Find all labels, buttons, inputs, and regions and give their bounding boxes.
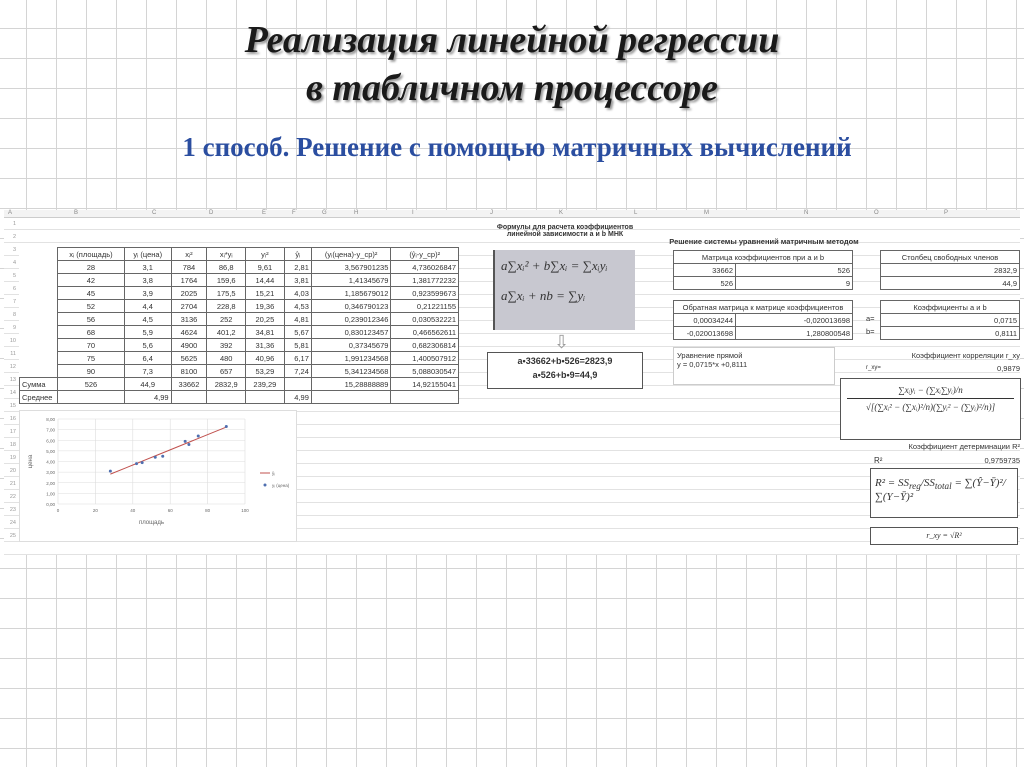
correlation-value[interactable]: 0,9879: [997, 364, 1020, 373]
x-tick-label: 80: [205, 508, 211, 513]
table-cell[interactable]: 1,400507912: [391, 352, 459, 365]
table-cell[interactable]: 657: [207, 365, 246, 378]
row-number[interactable]: 12: [9, 364, 16, 370]
row-number[interactable]: 11: [10, 351, 16, 357]
row-label: [20, 365, 58, 378]
mnk-formula-box: [493, 250, 635, 330]
column-header[interactable]: A: [8, 210, 13, 216]
cell[interactable]: 0,00034244: [674, 314, 736, 327]
table-cell[interactable]: 0,239012346: [311, 313, 391, 326]
table-cell[interactable]: 86,8: [207, 261, 246, 274]
table-row: [20, 261, 459, 274]
system-eq2: a•526+b•9=44,9: [532, 370, 598, 380]
determination-label: R²: [874, 456, 883, 465]
b-label: b=: [866, 327, 875, 336]
column-header[interactable]: M: [704, 210, 709, 216]
table-cell[interactable]: 33662: [171, 378, 207, 391]
free-terms-title: Столбец свободных членов: [881, 251, 1020, 264]
coef-matrix-title: Матрица коэффициентов при a и b: [674, 251, 853, 264]
table-cell[interactable]: 0,37345679: [311, 339, 391, 352]
table-cell[interactable]: (yᵢ(цена)-y_ср)²: [311, 248, 391, 261]
table-cell[interactable]: 5,81: [284, 339, 311, 352]
row-label: [20, 313, 58, 326]
table-cell[interactable]: 19,36: [246, 300, 285, 313]
table-cell[interactable]: 7,3: [124, 365, 171, 378]
column-header[interactable]: D: [209, 210, 214, 216]
table-cell[interactable]: yᵢ²: [246, 248, 285, 261]
row-number[interactable]: 25: [9, 533, 16, 539]
a-label: a=: [866, 314, 875, 323]
x-tick-label: 0: [56, 508, 60, 513]
x-tick-label: 40: [130, 508, 136, 513]
table-cell[interactable]: 14,44: [246, 274, 285, 287]
table-cell[interactable]: 5,088030547: [391, 365, 459, 378]
free-terms-table: [880, 250, 1020, 290]
row-label: [20, 274, 58, 287]
table-row: [20, 300, 459, 313]
table-cell[interactable]: 3,81: [284, 274, 311, 287]
slide-title-line1: Реализация линейной регрессии: [244, 19, 780, 61]
formulas-title: Формулы для расчета коэффициентов линейной зависимости a и b МНК: [496, 224, 634, 238]
table-cell[interactable]: 252: [207, 313, 246, 326]
row-label: [20, 248, 58, 261]
table-cell[interactable]: 40,96: [246, 352, 285, 365]
column-header[interactable]: H: [354, 210, 359, 216]
row-number[interactable]: 1: [12, 221, 16, 227]
table-cell[interactable]: 5,9: [124, 326, 171, 339]
table-cell[interactable]: 5,67: [284, 326, 311, 339]
row-number[interactable]: 10: [9, 338, 16, 344]
column-header[interactable]: F: [292, 210, 296, 216]
cell[interactable]: 33662: [674, 264, 736, 277]
table-row: [20, 313, 459, 326]
table-cell[interactable]: 0,923599673: [391, 287, 459, 300]
row-number[interactable]: 4: [12, 260, 16, 266]
table-cell[interactable]: xᵢ²: [171, 248, 207, 261]
matrix-method-title: Решение системы уравнений матричным методом: [669, 237, 859, 246]
x-tick-label: 100: [241, 508, 249, 513]
y-tick-label: 3,00: [46, 470, 55, 476]
table-cell[interactable]: 526: [58, 378, 125, 391]
a-value[interactable]: 0,0715: [881, 314, 1020, 327]
table-cell[interactable]: 0,466562611: [391, 326, 459, 339]
determination-value[interactable]: 0,9759735: [984, 456, 1020, 465]
row-number[interactable]: 15: [9, 403, 16, 409]
column-headers: [4, 210, 1020, 218]
data-point: [154, 456, 157, 459]
column-header[interactable]: G: [322, 210, 327, 216]
table-cell[interactable]: 1,381772232: [391, 274, 459, 287]
row-number[interactable]: 5: [12, 273, 16, 279]
x-axis-label: площадь: [138, 520, 165, 526]
table-cell[interactable]: 4900: [171, 339, 207, 352]
row-numbers: [4, 218, 16, 543]
column-header[interactable]: K: [559, 210, 564, 216]
table-cell[interactable]: 5,341234568: [311, 365, 391, 378]
table-cell[interactable]: 44,9: [124, 378, 171, 391]
data-point: [225, 425, 228, 428]
legend-fit: ŷᵢ: [272, 471, 275, 476]
table-cell[interactable]: 14,92155041: [391, 378, 459, 391]
table-cell[interactable]: 7,24: [284, 365, 311, 378]
table-row: [20, 287, 459, 300]
y-tick-label: 8,00: [46, 417, 55, 422]
line-equation: y = 0,0715*x +0,8111: [677, 360, 748, 369]
table-cell[interactable]: 75: [58, 352, 125, 365]
y-tick-label: 1,00: [46, 491, 55, 497]
ab-table: [880, 300, 1020, 340]
correlation-label: r_xy=: [866, 365, 881, 371]
table-cell[interactable]: 392: [207, 339, 246, 352]
cell[interactable]: 9: [736, 277, 853, 290]
table-cell[interactable]: 31,36: [246, 339, 285, 352]
table-cell[interactable]: [246, 391, 285, 404]
table-row: [20, 326, 459, 339]
table-cell[interactable]: 401,2: [207, 326, 246, 339]
table-cell[interactable]: 28: [58, 261, 125, 274]
row-number[interactable]: 3: [12, 247, 16, 253]
table-cell[interactable]: 4,03: [284, 287, 311, 300]
y-tick-label: 5,00: [46, 448, 55, 454]
table-cell[interactable]: xᵢ (площадь): [58, 248, 125, 261]
table-cell[interactable]: 4,4: [124, 300, 171, 313]
cell[interactable]: -0,020013698: [736, 314, 853, 327]
data-point: [161, 455, 164, 458]
table-cell[interactable]: xᵢ*yᵢ: [207, 248, 246, 261]
column-header[interactable]: C: [152, 210, 157, 216]
table-cell[interactable]: 159,6: [207, 274, 246, 287]
slide-subtitle: 1 способ. Решение с помощью матричных вычислений: [182, 132, 852, 162]
table-cell[interactable]: 4,736026847: [391, 261, 459, 274]
column-header[interactable]: L: [634, 210, 638, 216]
cell[interactable]: 526: [736, 264, 853, 277]
table-cell[interactable]: 1,41345679: [311, 274, 391, 287]
table-cell[interactable]: 15,28888889: [311, 378, 391, 391]
table-cell[interactable]: 239,29: [246, 378, 285, 391]
table-row: [20, 378, 459, 391]
table-cell[interactable]: 0,030532221: [391, 313, 459, 326]
line-equation-box: [673, 347, 835, 385]
table-cell[interactable]: 52: [58, 300, 125, 313]
table-cell[interactable]: 4,99: [124, 391, 171, 404]
x-tick-label: 20: [92, 508, 98, 513]
cell[interactable]: 1,280800548: [736, 327, 853, 340]
row-number[interactable]: 6: [12, 286, 16, 292]
table-row: [20, 365, 459, 378]
row-number[interactable]: 22: [9, 494, 16, 500]
column-header[interactable]: N: [804, 210, 809, 216]
table-cell[interactable]: 3,8: [124, 274, 171, 287]
table-cell[interactable]: yᵢ (цена): [124, 248, 171, 261]
table-row: [20, 352, 459, 365]
table-cell[interactable]: [171, 391, 207, 404]
row-number[interactable]: 23: [9, 507, 16, 513]
slide-title-line2: в табличном процессоре: [305, 67, 719, 109]
table-cell[interactable]: 0,682306814: [391, 339, 459, 352]
table-cell[interactable]: 4624: [171, 326, 207, 339]
row-label: Среднее: [20, 391, 58, 404]
table-cell[interactable]: 228,8: [207, 300, 246, 313]
y-tick-label: 0,00: [46, 502, 55, 507]
row-number[interactable]: 17: [9, 429, 16, 435]
column-header[interactable]: B: [74, 210, 79, 216]
inverse-matrix-table: [673, 300, 853, 340]
formula-eq1: a∑xᵢ² + b∑xᵢ = ∑xᵢyᵢ: [501, 258, 608, 273]
table-cell[interactable]: [207, 391, 246, 404]
cell[interactable]: 2832,9: [881, 264, 1020, 277]
table-cell[interactable]: 5625: [171, 352, 207, 365]
row-number[interactable]: 16: [9, 416, 16, 422]
row-number[interactable]: 2: [12, 234, 16, 240]
row-label: Сумма: [20, 378, 58, 391]
row-label: [20, 326, 58, 339]
table-cell[interactable]: 2704: [171, 300, 207, 313]
row-label: [20, 287, 58, 300]
table-cell[interactable]: 4,81: [284, 313, 311, 326]
column-header[interactable]: E: [262, 210, 267, 216]
row-label: [20, 300, 58, 313]
row-number[interactable]: 9: [12, 325, 16, 331]
table-cell[interactable]: 1,185679012: [311, 287, 391, 300]
table-cell[interactable]: 45: [58, 287, 125, 300]
spreadsheet-screenshot: [4, 210, 1020, 555]
cell[interactable]: 526: [674, 277, 736, 290]
row-number[interactable]: 24: [9, 520, 16, 526]
y-tick-label: 6,00: [46, 438, 55, 444]
data-point: [135, 462, 138, 465]
table-cell[interactable]: 15,21: [246, 287, 285, 300]
table-cell[interactable]: 70: [58, 339, 125, 352]
formula-eq2: a∑xᵢ + nb = ∑yᵢ: [501, 288, 586, 303]
table-row: [20, 274, 459, 287]
table-cell[interactable]: [58, 391, 125, 404]
correlation-title: Коэффициент корреляции r_xy: [911, 351, 1020, 360]
table-cell[interactable]: ŷᵢ: [284, 248, 311, 261]
row-number[interactable]: 19: [9, 455, 16, 461]
column-header[interactable]: I: [412, 210, 414, 216]
table-cell[interactable]: [391, 391, 459, 404]
row-label: [20, 339, 58, 352]
row-number[interactable]: 8: [12, 312, 16, 318]
table-cell[interactable]: 480: [207, 352, 246, 365]
data-point: [109, 470, 112, 473]
y-axis-label: цена: [28, 454, 34, 469]
column-header[interactable]: J: [490, 210, 493, 216]
determination-formula: $R^2 = SS_{reg}/SS_{total}$ = ∑(Ŷ−Ȳ)²/∑(Y−Ȳ)²: [870, 468, 1018, 518]
line-equation-title: Уравнение прямой: [677, 351, 743, 360]
b-value[interactable]: 0,8111: [881, 327, 1020, 340]
legend-points: yᵢ (цена): [272, 483, 290, 488]
table-cell[interactable]: 6,4: [124, 352, 171, 365]
table-row: [20, 391, 459, 404]
determination-title: Коэффициент детерминации R²: [908, 442, 1020, 451]
cell[interactable]: -0,020013698: [674, 327, 736, 340]
data-point: [184, 440, 187, 443]
table-cell[interactable]: 784: [171, 261, 207, 274]
y-tick-label: 2,00: [46, 480, 55, 486]
table-cell[interactable]: 0,346790123: [311, 300, 391, 313]
table-cell[interactable]: 0,830123457: [311, 326, 391, 339]
row-number[interactable]: 20: [9, 468, 16, 474]
table-cell[interactable]: 6,17: [284, 352, 311, 365]
table-cell[interactable]: 5,6: [124, 339, 171, 352]
table-cell[interactable]: (ŷᵢ-y_ср)²: [391, 248, 459, 261]
correlation-formula: ∑xᵢyᵢ − (∑xᵢ∑yᵢ)/n √[(∑xᵢ² − (∑xᵢ)²/n)(∑yᵢ² − (∑yᵢ)²/n)]: [840, 378, 1021, 440]
table-cell[interactable]: [284, 378, 311, 391]
table-cell[interactable]: 34,81: [246, 326, 285, 339]
regression-chart: [19, 410, 297, 542]
table-cell[interactable]: 4,53: [284, 300, 311, 313]
table-cell[interactable]: 3136: [171, 313, 207, 326]
system-eq1: a•33662+b•526=2823,9: [517, 356, 613, 366]
table-cell[interactable]: 20,25: [246, 313, 285, 326]
inverse-matrix-title: Обратная матрица к матрице коэффициентов: [674, 301, 853, 314]
table-row: [20, 339, 459, 352]
row-number[interactable]: 7: [12, 299, 16, 305]
coef-matrix-table: [673, 250, 853, 290]
row-label: [20, 352, 58, 365]
table-cell[interactable]: 68: [58, 326, 125, 339]
table-cell[interactable]: 0,21221155: [391, 300, 459, 313]
table-cell[interactable]: 1,991234568: [311, 352, 391, 365]
row-number[interactable]: 21: [9, 481, 16, 487]
row-label: [20, 261, 58, 274]
table-cell[interactable]: 1764: [171, 274, 207, 287]
table-cell[interactable]: 4,5: [124, 313, 171, 326]
y-tick-label: 4,00: [46, 459, 55, 465]
table-cell[interactable]: 2,81: [284, 261, 311, 274]
x-tick-label: 60: [167, 508, 173, 513]
ab-title: Коэффициенты a и b: [881, 301, 1020, 314]
data-point: [197, 435, 200, 438]
table-cell[interactable]: 53,29: [246, 365, 285, 378]
row-number[interactable]: 18: [9, 442, 16, 448]
sqrt-formula: r_xy = √R²: [870, 527, 1018, 545]
data-table: [19, 247, 459, 404]
table-cell[interactable]: 2832,9: [207, 378, 246, 391]
data-point: [187, 443, 190, 446]
table-cell[interactable]: 175,5: [207, 287, 246, 300]
table-cell[interactable]: 9,61: [246, 261, 285, 274]
table-cell[interactable]: 8100: [171, 365, 207, 378]
down-arrow-icon: ⇩: [554, 332, 570, 352]
table-cell[interactable]: 4,99: [284, 391, 311, 404]
table-row: [20, 248, 459, 261]
y-tick-label: 7,00: [46, 427, 55, 433]
system-box: [487, 352, 643, 389]
table-cell[interactable]: 42: [58, 274, 125, 287]
table-cell[interactable]: 90: [58, 365, 125, 378]
cell[interactable]: 44,9: [881, 277, 1020, 290]
legend-point-swatch: [264, 484, 267, 487]
data-point: [141, 461, 144, 464]
table-cell[interactable]: 3,567901235: [311, 261, 391, 274]
row-number[interactable]: 14: [9, 390, 16, 396]
column-header[interactable]: P: [944, 210, 949, 216]
table-cell[interactable]: 2025: [171, 287, 207, 300]
table-cell[interactable]: [311, 391, 391, 404]
column-header[interactable]: O: [874, 210, 879, 216]
table-cell[interactable]: 3,1: [124, 261, 171, 274]
row-number[interactable]: 13: [9, 377, 16, 383]
table-cell[interactable]: 56: [58, 313, 125, 326]
table-cell[interactable]: 3,9: [124, 287, 171, 300]
